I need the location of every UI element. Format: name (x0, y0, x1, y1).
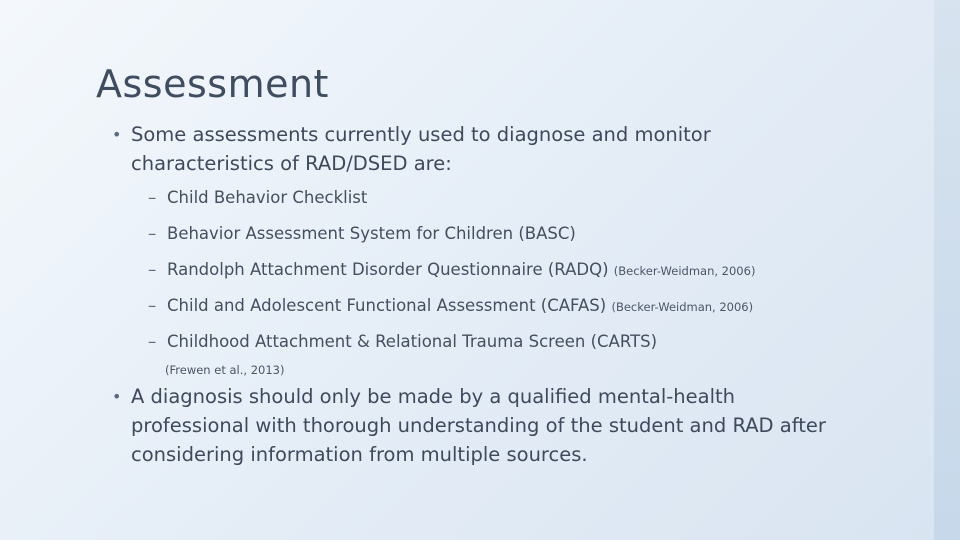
bullet-text: Some assessments currently used to diagnose and monitor characteristics of RAD/DSED are: (131, 123, 711, 175)
bullet-item-assessments (112, 120, 812, 178)
dash-icon: – (148, 188, 157, 207)
citation: (Becker-Weidman, 2006) (611, 300, 754, 314)
citation: (Becker-Weidman, 2006) (613, 264, 756, 278)
slide-title: Assessment (96, 62, 329, 106)
subitem-text: Childhood Attachment & Relational Trauma Screen (CARTS) (167, 332, 658, 351)
bullet-dot-icon: • (112, 125, 122, 144)
citation: (Frewen et al., 2013) (165, 363, 285, 377)
bullet-item-diagnosis (112, 382, 852, 469)
bullet-dot-icon: • (112, 387, 122, 406)
dash-icon: – (148, 296, 157, 315)
subitem-text: Behavior Assessment System for Children (BASC) (167, 224, 576, 243)
subitem-text: Child and Adolescent Functional Assessment (CAFAS) (167, 296, 607, 315)
subitem-carts (148, 332, 657, 351)
decorative-side-band (934, 0, 960, 540)
subitem-text: Randolph Attachment Disorder Questionnaire (RADQ) (167, 260, 609, 279)
subitem-radq (148, 260, 755, 279)
subitem-basc (148, 224, 576, 243)
dash-icon: – (148, 260, 157, 279)
subitem-cbcl (148, 188, 367, 207)
subitem-text: Child Behavior Checklist (167, 188, 368, 207)
dash-icon: – (148, 332, 157, 351)
bullet-text: A diagnosis should only be made by a qualified mental-health professional with thorough understanding of the student and RAD after considering information from multiple sources. (131, 385, 826, 466)
subitem-cafas (148, 296, 753, 315)
dash-icon: – (148, 224, 157, 243)
